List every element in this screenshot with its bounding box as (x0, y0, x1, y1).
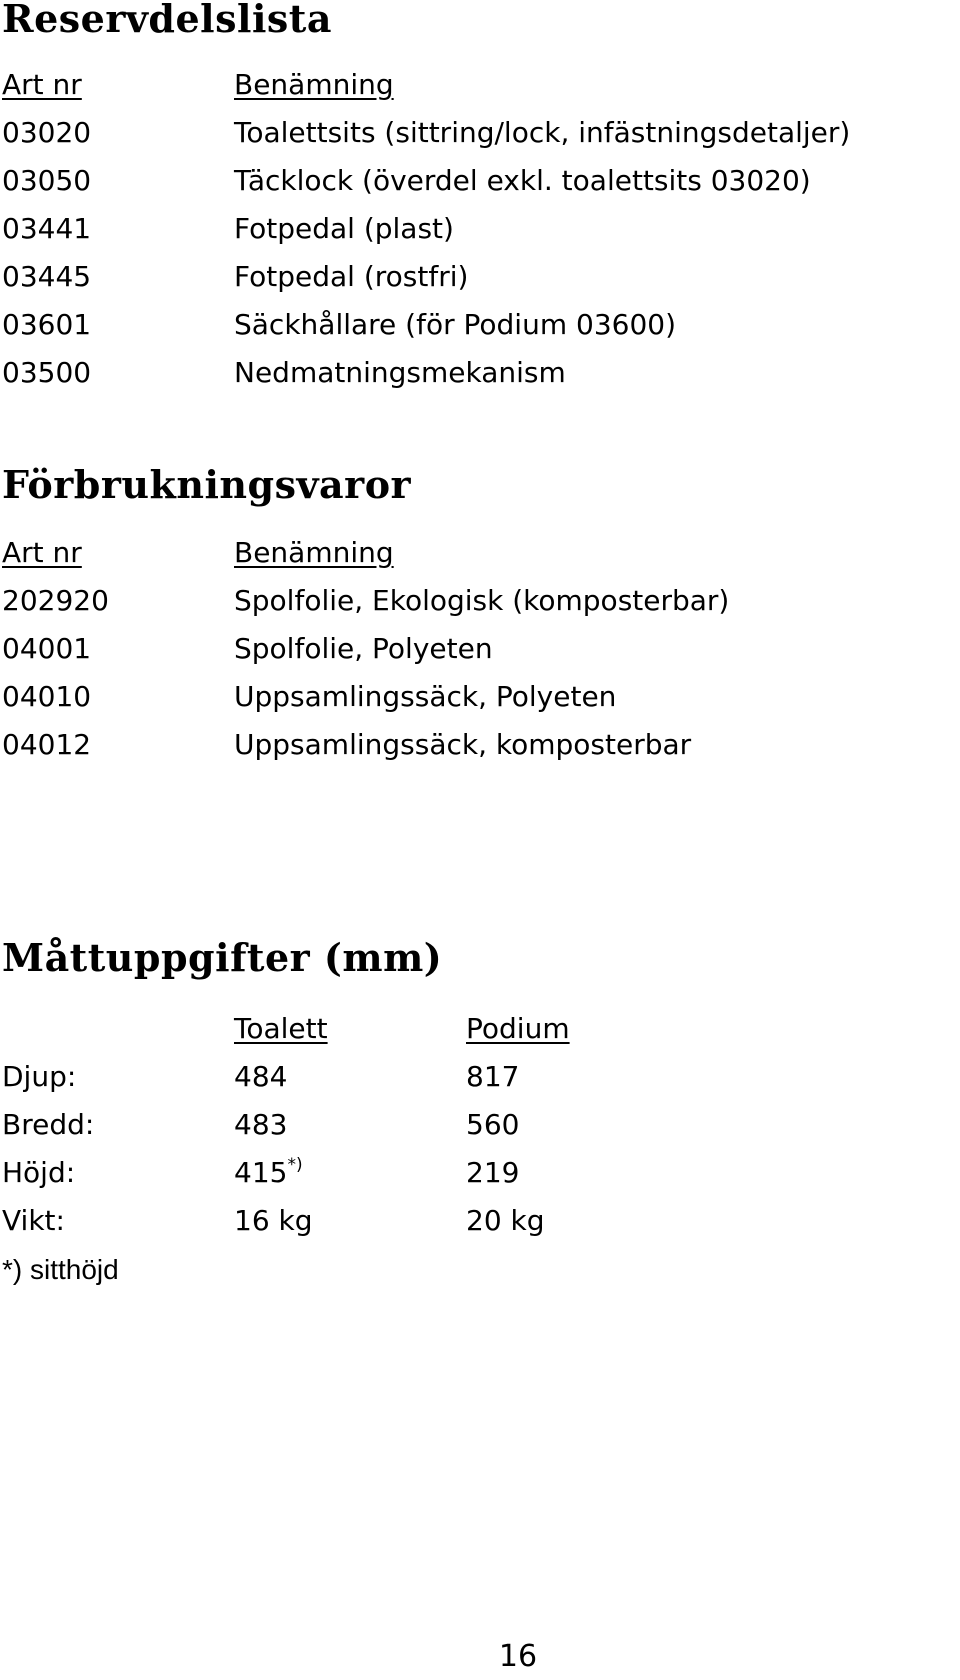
dimension-label: Djup: (2, 1060, 77, 1093)
table-row (0, 1054, 960, 1100)
table-row (0, 350, 960, 396)
col-header-name: Benämning (234, 68, 394, 101)
footnote: *) sitthöjd (2, 1254, 119, 1285)
podium-value: 560 (466, 1108, 520, 1141)
table-row (0, 254, 960, 300)
table-row (0, 1198, 960, 1244)
dimension-label: Vikt: (2, 1204, 65, 1237)
toilet-value (234, 1150, 303, 1196)
toilet-value-text: 483 (234, 1108, 288, 1141)
consumables-header-row (0, 530, 960, 576)
table-row (0, 206, 960, 252)
col-header-artnr: Art nr (2, 536, 82, 569)
item-number: 202920 (2, 584, 109, 617)
part-name: Säckhållare (för Podium 03600) (234, 308, 676, 341)
table-row (0, 722, 960, 768)
item-name: Spolfolie, Polyeten (234, 632, 493, 665)
toilet-value (234, 1102, 287, 1148)
page-number: 16 (498, 1639, 538, 1674)
footnote-mark: *) (287, 1155, 303, 1175)
part-name: Täcklock (överdel exkl. toalettsits 03020) (234, 164, 811, 197)
item-number: 04012 (2, 728, 92, 761)
part-name: Nedmatningsmekanism (234, 356, 566, 389)
dimension-label: Bredd: (2, 1108, 95, 1141)
col-header-name: Benämning (234, 536, 394, 569)
part-name: Fotpedal (rostfri) (234, 260, 469, 293)
table-row (0, 626, 960, 672)
col-header-toilet: Toalett (234, 1012, 328, 1045)
spare-parts-header-row (0, 62, 960, 108)
podium-value: 219 (466, 1156, 520, 1189)
toilet-value-text: 484 (234, 1060, 288, 1093)
part-name: Toalettsits (sittring/lock, infästningsdetaljer) (234, 116, 851, 149)
table-row (0, 1150, 960, 1196)
col-header-artnr: Art nr (2, 68, 82, 101)
item-number: 04001 (2, 632, 92, 665)
podium-value: 817 (466, 1060, 520, 1093)
item-number: 04010 (2, 680, 92, 713)
table-row (0, 578, 960, 624)
toilet-value (234, 1198, 313, 1244)
table-row (0, 674, 960, 720)
part-number: 03050 (2, 164, 92, 197)
consumables-heading: Förbrukningsvaror (2, 462, 412, 507)
dimensions-heading: Måttuppgifter (mm) (2, 935, 443, 980)
item-name: Spolfolie, Ekologisk (komposterbar) (234, 584, 730, 617)
part-number: 03601 (2, 308, 92, 341)
toilet-value (234, 1054, 287, 1100)
dimension-label: Höjd: (2, 1156, 76, 1189)
part-number: 03020 (2, 116, 92, 149)
table-row (0, 110, 960, 156)
table-row (0, 1102, 960, 1148)
toilet-value-text: 415 (234, 1156, 288, 1189)
item-name: Uppsamlingssäck, komposterbar (234, 728, 692, 761)
part-name: Fotpedal (plast) (234, 212, 454, 245)
dimensions-header-row (0, 1006, 960, 1052)
table-row (0, 302, 960, 348)
part-number: 03500 (2, 356, 92, 389)
toilet-value-text: 16 kg (234, 1204, 313, 1237)
podium-value: 20 kg (466, 1204, 545, 1237)
spare-parts-heading: Reservdelslista (2, 0, 332, 41)
item-name: Uppsamlingssäck, Polyeten (234, 680, 617, 713)
table-row (0, 158, 960, 204)
part-number: 03445 (2, 260, 92, 293)
part-number: 03441 (2, 212, 92, 245)
col-header-podium: Podium (466, 1012, 570, 1045)
